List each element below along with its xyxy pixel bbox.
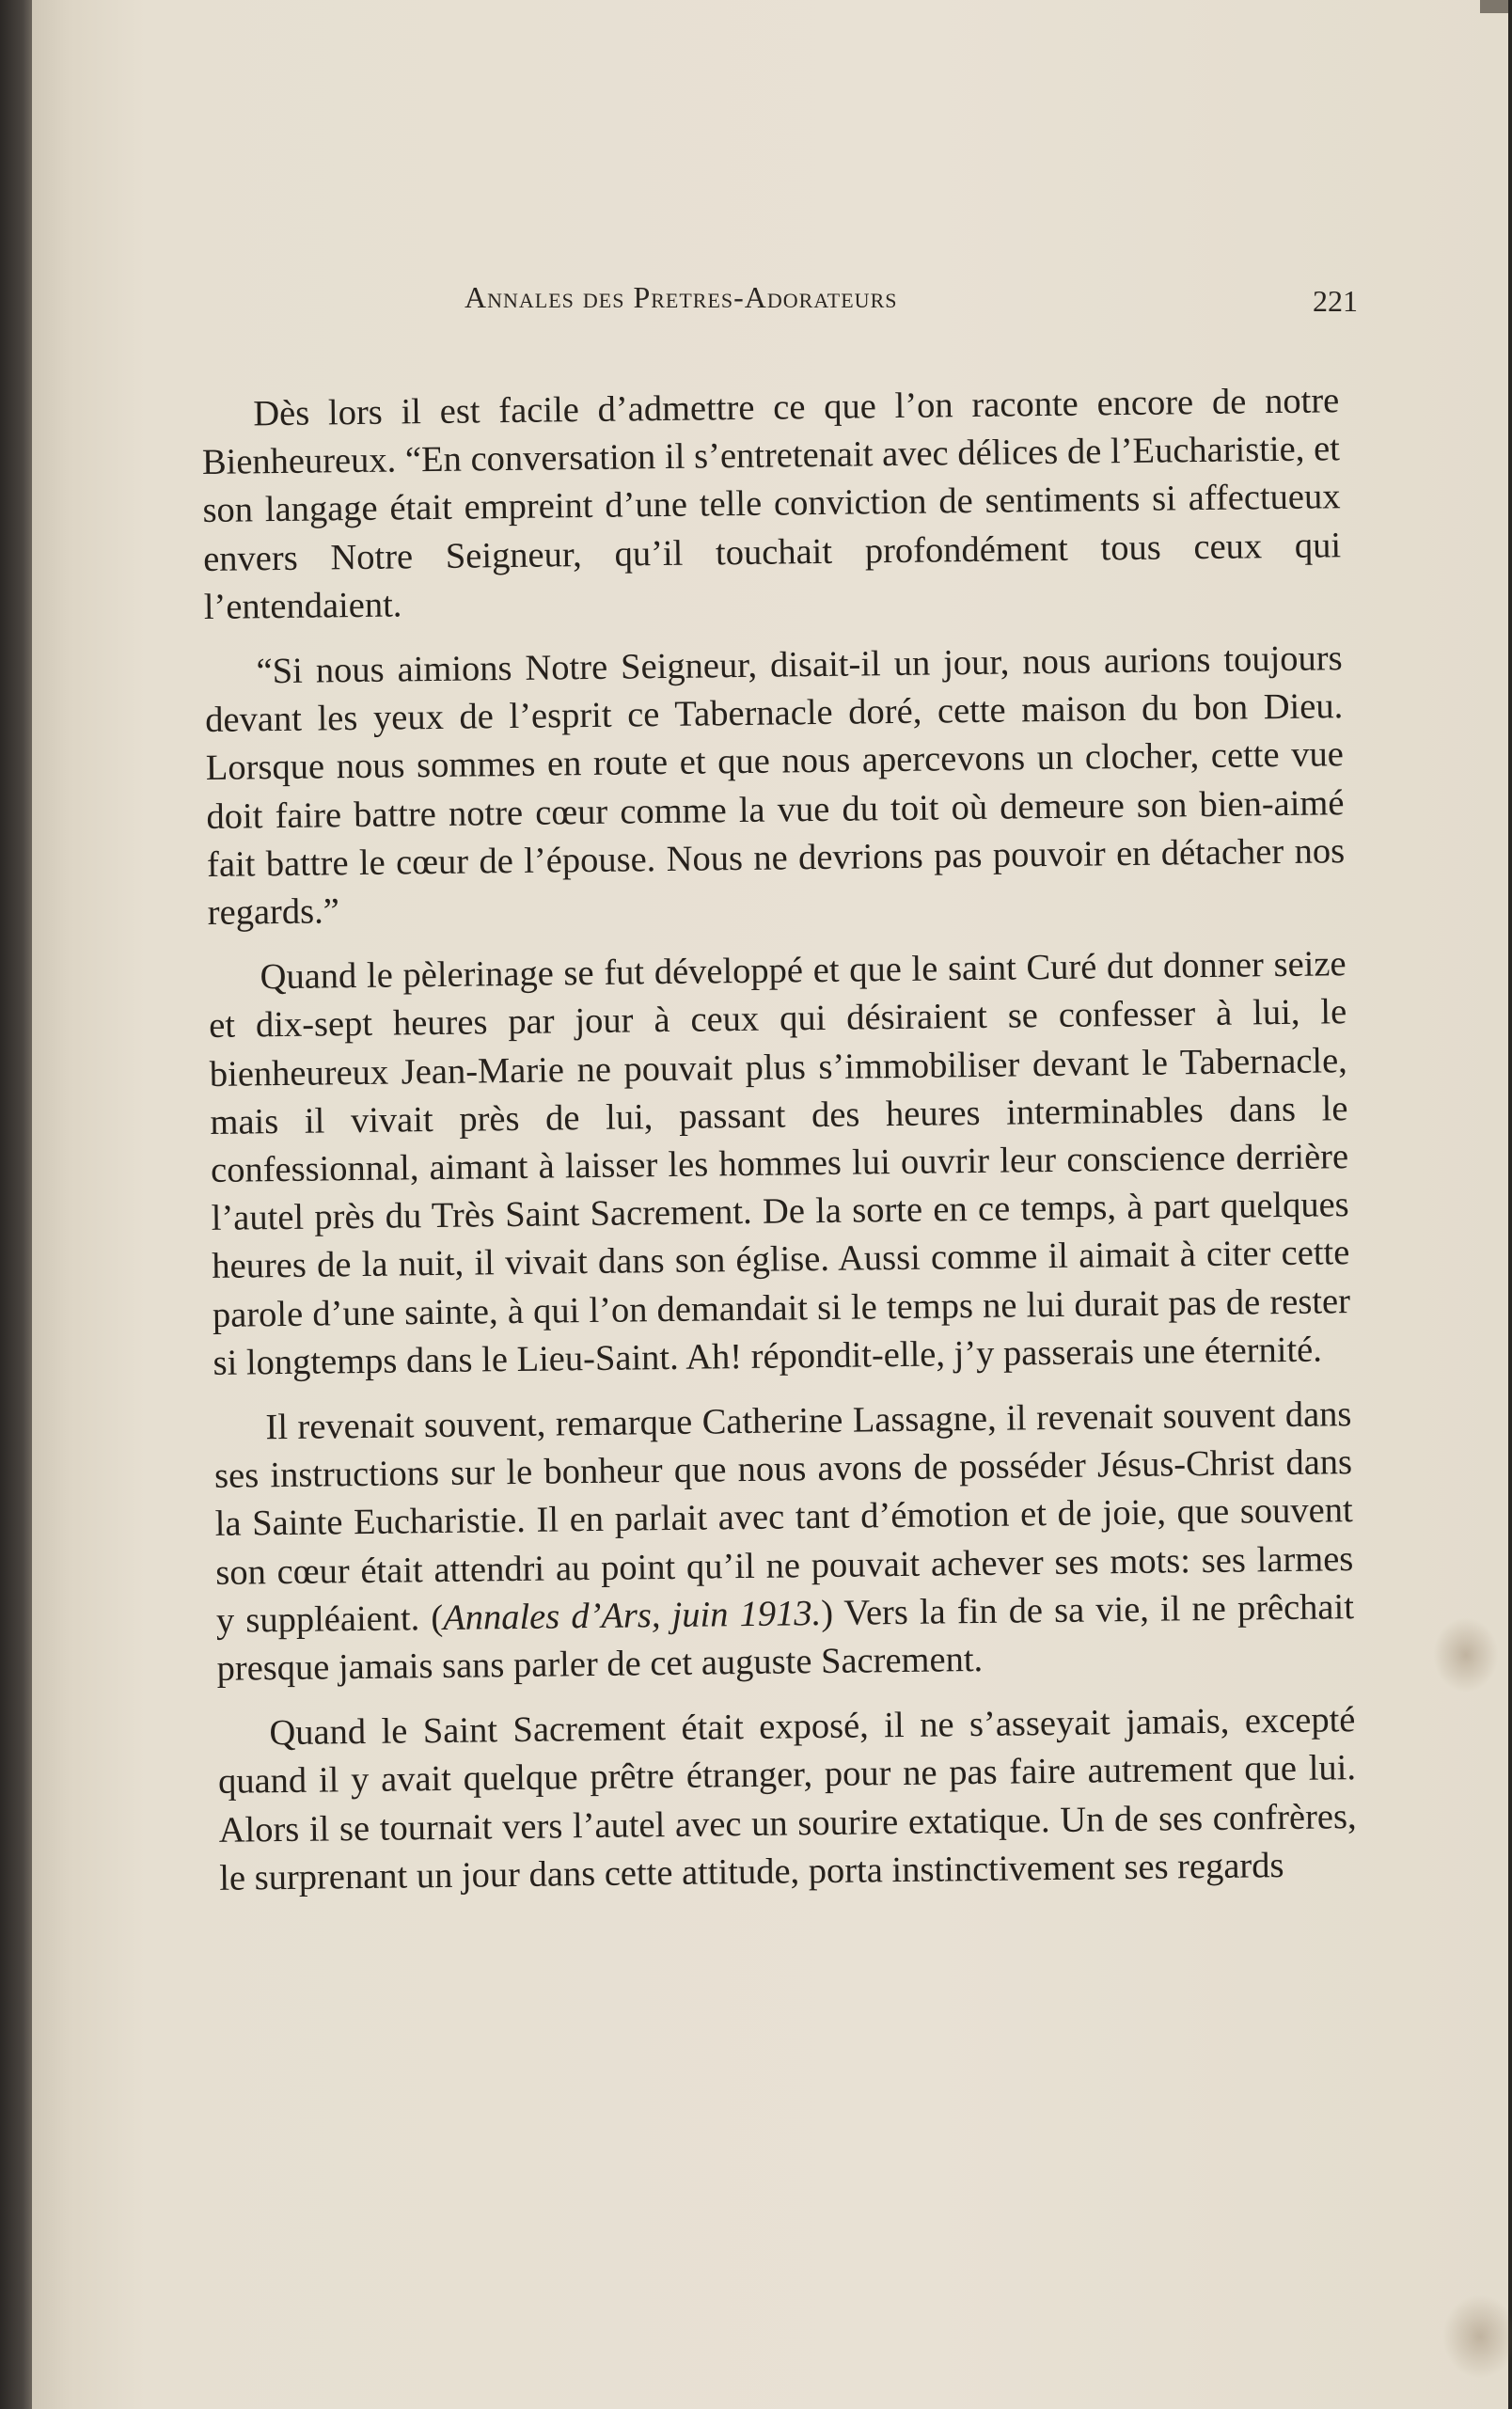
running-head: Annales des Pretres-Adorateurs (465, 280, 898, 314)
paper-stain (1433, 1617, 1499, 1693)
paragraph-4-text-b: ) Vers la fin de sa vie, il ne prêchait presque jamais sans parler de cet auguste Sacrement. (216, 1586, 1355, 1689)
page-number: 221 (1313, 284, 1358, 318)
paragraph-2: “Si nous aimions Notre Seigneur, disait-il un jour, nous aurions toujours devant les yeux de l’esprit ce Tabernacle doré, cette maison du bon Dieu. Lorsque nous sommes en route et que nous apercevons un clocher, cette vue doit faire battre notre cœur comme la vue du toit où demeure son bien-aimé fait battre le cœur de l’épouse. Nous ne devrions pas pouvoir en détacher nos regards.” (205, 638, 1346, 933)
page-edge-shadow (1480, 0, 1508, 13)
paragraph-4 (213, 1391, 1355, 1693)
body-text (201, 377, 1358, 1920)
paragraph-1: Dès lors il est facile d’admettre ce que l’on raconte encore de notre Bienheureux. “En conversation il s’entretenait avec délices de l’Eucharistie, et son langage était empreint d’une telle conviction de sentiments si affectueux envers Notre Seigneur, qu’il touchait profondément tous ceux qui l’entendaient. (201, 381, 1342, 627)
paper-stain (1442, 2294, 1512, 2379)
paragraph-4-text-a: Il revenait souvent, remarque Catherine Lassagne, il revenait souvent dans ses instructions sur le bonheur que nous avons de posséder Jésus-Christ dans la Sainte Eucharistie. Il en parlait avec tant d’émotion et de joie, que souvent son cœur était attendri au point qu’il ne pouvait achever ses mots: ses larmes y suppléaient. ( (213, 1394, 1354, 1641)
page-header (465, 280, 1358, 322)
paragraph-5: Quand le Saint Sacrement était exposé, il ne s’asseyait jamais, excepté quand il y avait quelque prêtre étranger, pour ne pas faire autrement que lui. Alors il se tournait vers l’autel avec un sourire extatique. Un de ses confrères, le surprenant un jour dans cette attitude, porta instinctivement ses regards (217, 1700, 1357, 1898)
paragraph-3: Quand le pèlerinage se fut développé et que le saint Curé dut donner seize et dix-sept heures par jour à ceux qui désiraient se confesser à lui, le bienheureux Jean-Marie ne pouvait plus s’immobiliser devant le Tabernacle, mais il vivait près de lui, passant des heures interminables dans le confessionnal, aimant à laisser les hommes lui ouvrir leur conscience derrière l’autel près du Très Saint Sacrement. De la sorte en ce temps, à part quelques heures de la nuit, il vivait dans son église. Aussi comme il aimait à citer cette parole d’une sainte, à qui l’on demandait si le temps ne lui durait pas de rester si longtemps dans le Lieu-Saint. Ah! répondit-elle, j’y passerais une éternité. (208, 944, 1351, 1383)
citation: Annales d’Ars, juin 1913. (442, 1593, 822, 1638)
book-page (32, 0, 1508, 2409)
